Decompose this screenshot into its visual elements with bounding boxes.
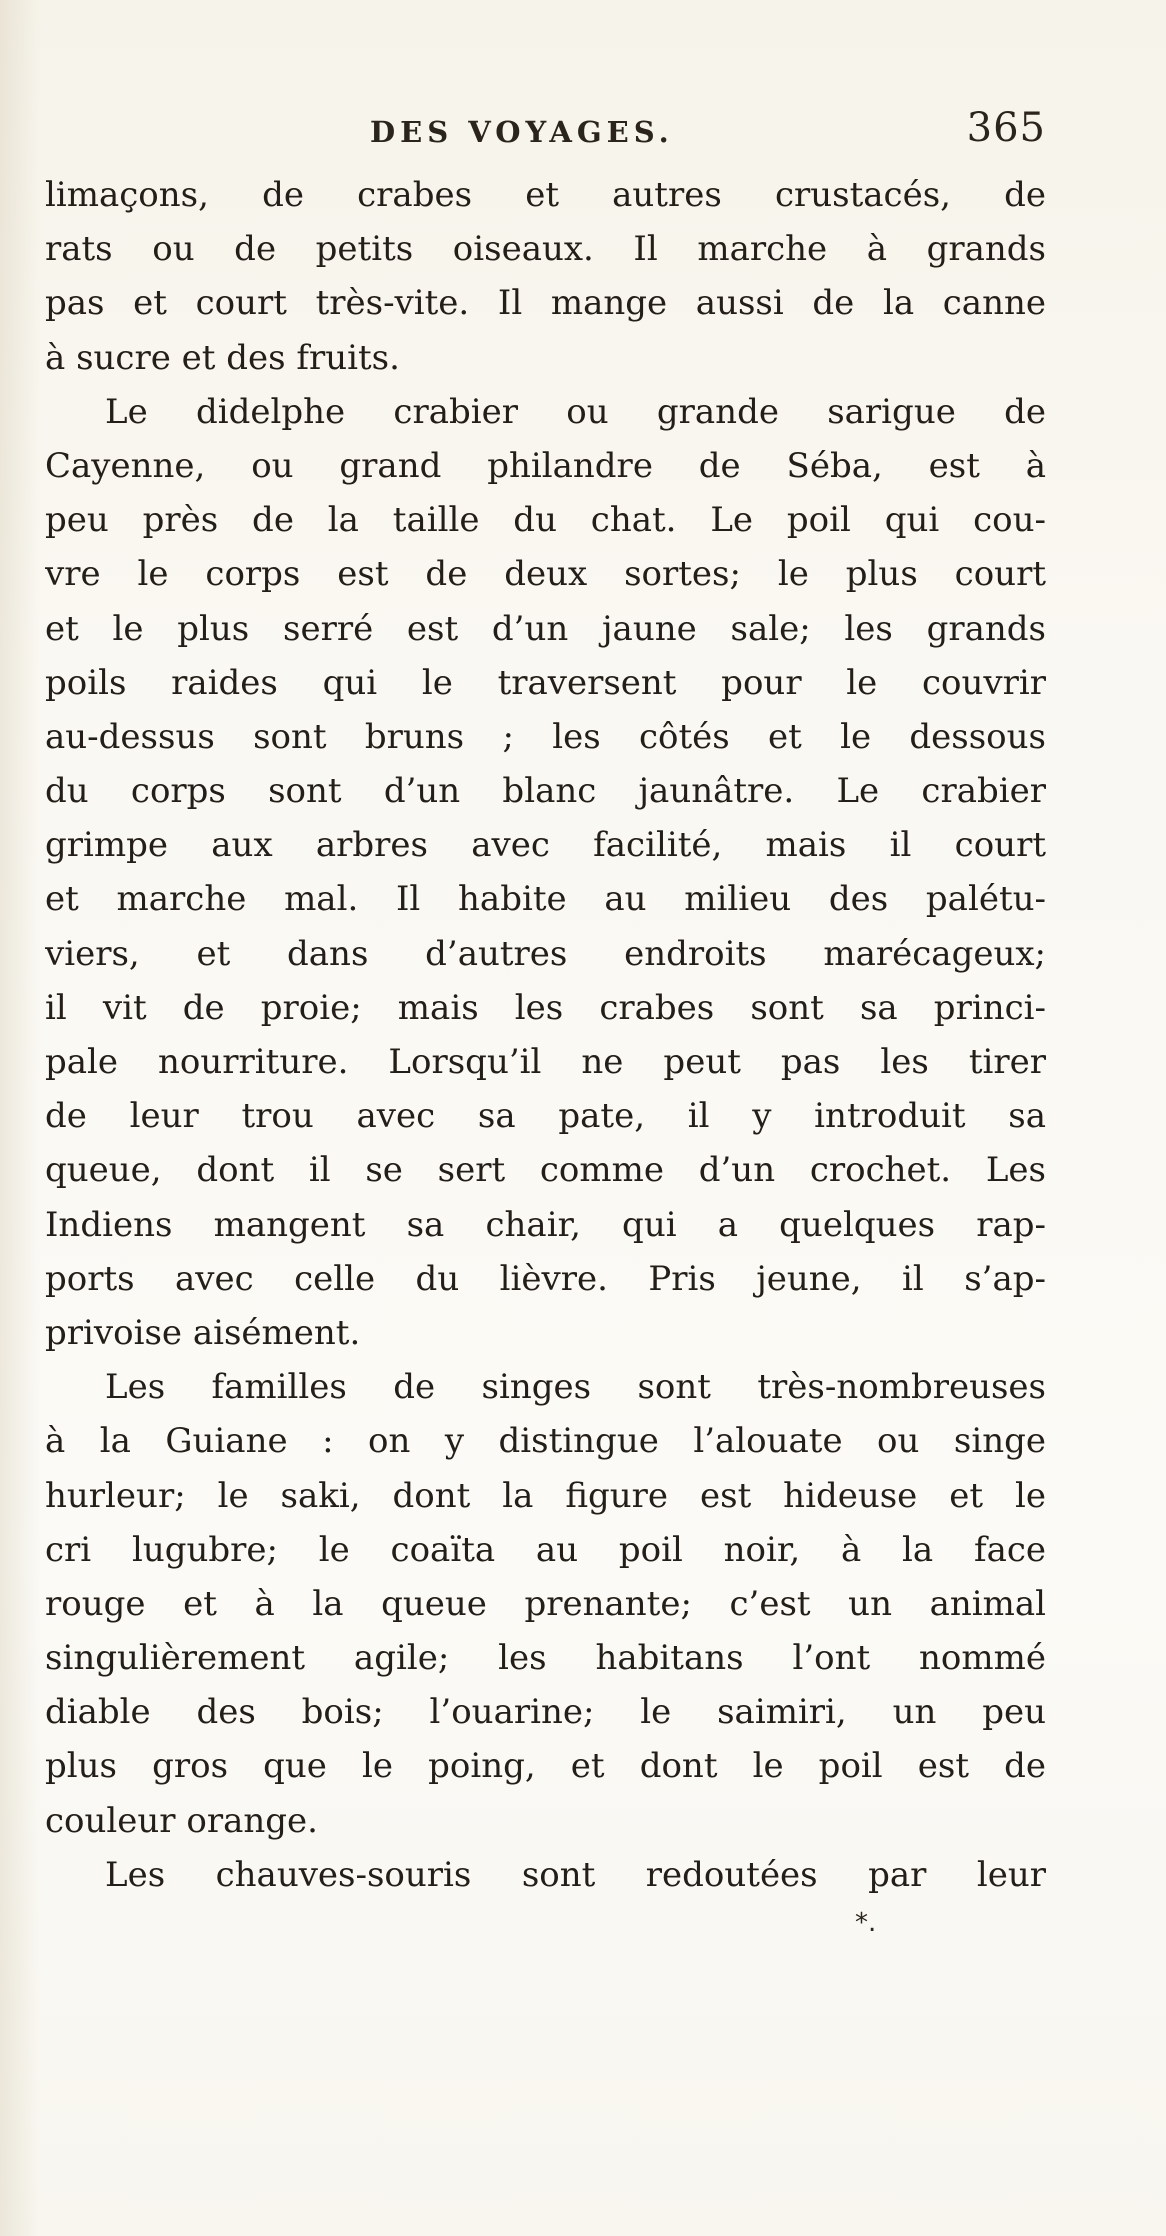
text-line: peu près de la taille du chat. Le poil qui cou- <box>45 500 1046 541</box>
page-edge-shadow <box>0 0 40 2236</box>
running-head: DES VOYAGES. <box>370 115 674 149</box>
text-line: pas et court très-vite. Il mange aussi de la canne <box>45 283 1046 324</box>
text-line: privoise aisément. <box>45 1312 361 1353</box>
body-text <box>45 168 1046 1902</box>
text-line: limaçons, de crabes et autres crustacés, de <box>45 175 1046 215</box>
text-line: couleur orange. <box>45 1800 318 1841</box>
text-line: hurleur; le saki, dont la figure est hideuse et le <box>45 1475 1046 1516</box>
text-line: Indiens mangent sa chair, qui a quelques rap- <box>45 1204 1046 1245</box>
paragraph-start-line: Le didelphe crabier ou grande sarigue de <box>105 391 1046 432</box>
text-line: de leur trou avec sa pate, il y introduit sa <box>45 1096 1046 1137</box>
text-line: viers, et dans d’autres endroits marécageux; <box>45 933 1046 974</box>
text-line: grimpe aux arbres avec facilité, mais il court <box>45 825 1046 866</box>
text-line: et marche mal. Il habite au milieu des palétu- <box>45 879 1046 920</box>
text-line: à sucre et des fruits. <box>45 337 400 378</box>
text-line: plus gros que le poing, et dont le poil est de <box>45 1746 1046 1787</box>
signature-mark: *. <box>855 1908 877 1938</box>
paragraph-start-line: Les familles de singes sont très-nombreuses <box>105 1367 1046 1408</box>
text-line: vre le corps est de deux sortes; le plus court <box>45 554 1046 595</box>
text-line: diable des bois; l’ouarine; le saimiri, un peu <box>45 1692 1046 1733</box>
text-line: et le plus serré est d’un jaune sale; les grands <box>45 608 1046 649</box>
text-line: queue, dont il se sert comme d’un crochet. Les <box>45 1150 1046 1191</box>
text-line: au-dessus sont bruns ; les côtés et le dessous <box>45 716 1046 757</box>
text-line: à la Guiane : on y distingue l’alouate ou singe <box>45 1421 1046 1462</box>
text-line: singulièrement agile; les habitans l’ont nommé <box>45 1638 1046 1679</box>
text-line: poils raides qui le traversent pour le couvrir <box>45 662 1046 703</box>
text-line: du corps sont d’un blanc jaunâtre. Le crabier <box>45 771 1046 812</box>
page-header <box>100 105 1046 165</box>
text-line: rats ou de petits oiseaux. Il marche à grands <box>45 229 1046 270</box>
text-line: pale nourriture. Lorsqu’il ne peut pas les tirer <box>45 1042 1046 1082</box>
text-line: il vit de proie; mais les crabes sont sa princi- <box>45 987 1046 1028</box>
text-line: cri lugubre; le coaïta au poil noir, à la face <box>45 1529 1046 1570</box>
page-number: 365 <box>966 105 1046 151</box>
paragraph-start-line: Les chauves-souris sont redoutées par leur <box>105 1854 1046 1895</box>
text-line: rouge et à la queue prenante; c’est un animal <box>45 1583 1046 1624</box>
text-line: Cayenne, ou grand philandre de Séba, est à <box>45 445 1046 486</box>
text-line: ports avec celle du lièvre. Pris jeune, il s’ap- <box>45 1258 1046 1299</box>
